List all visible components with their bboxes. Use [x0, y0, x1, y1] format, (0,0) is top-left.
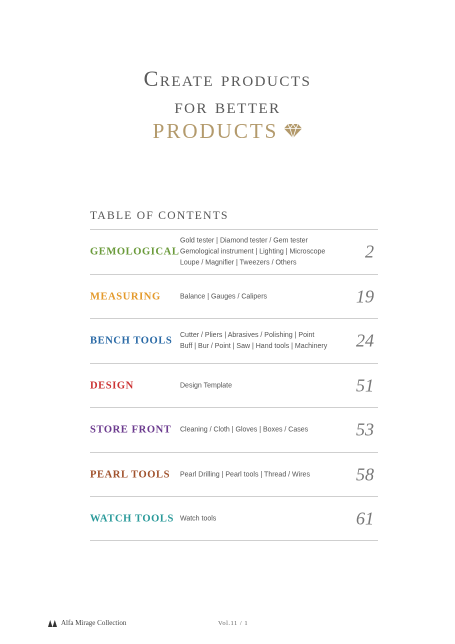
toc-section-name: MEASURING: [90, 291, 161, 302]
footer-brand: [48, 619, 126, 627]
toc-section-name: GEMOLOGICAL: [90, 246, 180, 258]
toc-description-line: Watch tools: [180, 515, 217, 522]
footer-brand-name: Alfa Mirage Collection: [61, 619, 127, 627]
footer-volume: Vol.11 / 1: [218, 620, 249, 627]
toc-row[interactable]: [90, 318, 378, 363]
toc-section-description: [180, 425, 350, 436]
headline-line-2: for better: [174, 93, 281, 118]
toc-section-name: PEARL TOOLS: [90, 469, 171, 480]
toc-description-line: Balance | Gauges / Calipers: [180, 293, 268, 300]
toc-list: [90, 229, 378, 541]
toc-section-description: [180, 236, 350, 269]
toc-title: TABLE OF CONTENTS: [90, 210, 229, 222]
toc-row[interactable]: [90, 407, 378, 452]
toc-section-description: [180, 380, 350, 391]
toc-description-line: Design Template: [180, 382, 233, 389]
toc-description-line: Buff | Bur / Point | Saw | Hand tools | Machinery: [180, 343, 328, 350]
toc-section-name: DESIGN: [90, 380, 134, 391]
headline-line-3: [0, 119, 455, 144]
headline-products-text: PRODUCTS: [152, 119, 279, 143]
toc-row[interactable]: [90, 229, 378, 274]
toc-description-line: Gold tester | Diamond tester / Gem tester: [180, 237, 308, 245]
headline-line-1: Create products: [143, 66, 312, 91]
toc-page-number: 53: [356, 419, 374, 440]
toc-section-name: STORE FRONT: [90, 424, 172, 436]
toc-page-number: 58: [356, 464, 374, 484]
toc-row[interactable]: [90, 274, 378, 318]
brand-logo-icon: [48, 620, 57, 627]
diamond-icon: [284, 124, 302, 138]
toc-section-name: BENCH TOOLS: [90, 335, 173, 347]
toc-section-description: [180, 291, 350, 302]
toc-description-line: Cutter / Pliers | Abrasives / Polishing | Point: [180, 332, 315, 339]
toc-description-line: Gemological instrument | Lighting | Microscope: [180, 248, 326, 256]
toc-page-number: 61: [356, 508, 374, 528]
toc-section-description: [180, 330, 350, 352]
toc-description-line: Cleaning / Cloth | Gloves | Boxes / Cases: [180, 426, 309, 434]
toc-page-number: 19: [356, 286, 374, 306]
toc-description-line: Loupe / Magnifier | Tweezers / Others: [180, 259, 297, 267]
toc-row[interactable]: [90, 452, 378, 496]
toc-page-number: 51: [356, 375, 374, 395]
toc-page-number: 2: [365, 241, 374, 262]
toc-description-line: Pearl Drilling | Pearl tools | Thread / Wires: [180, 471, 310, 478]
toc-section-description: [180, 469, 350, 480]
toc-page-number: 24: [356, 330, 374, 351]
toc-section-description: [180, 513, 350, 524]
toc-section-name: WATCH TOOLS: [90, 513, 174, 524]
toc-row[interactable]: [90, 363, 378, 407]
toc-row[interactable]: [90, 496, 378, 541]
